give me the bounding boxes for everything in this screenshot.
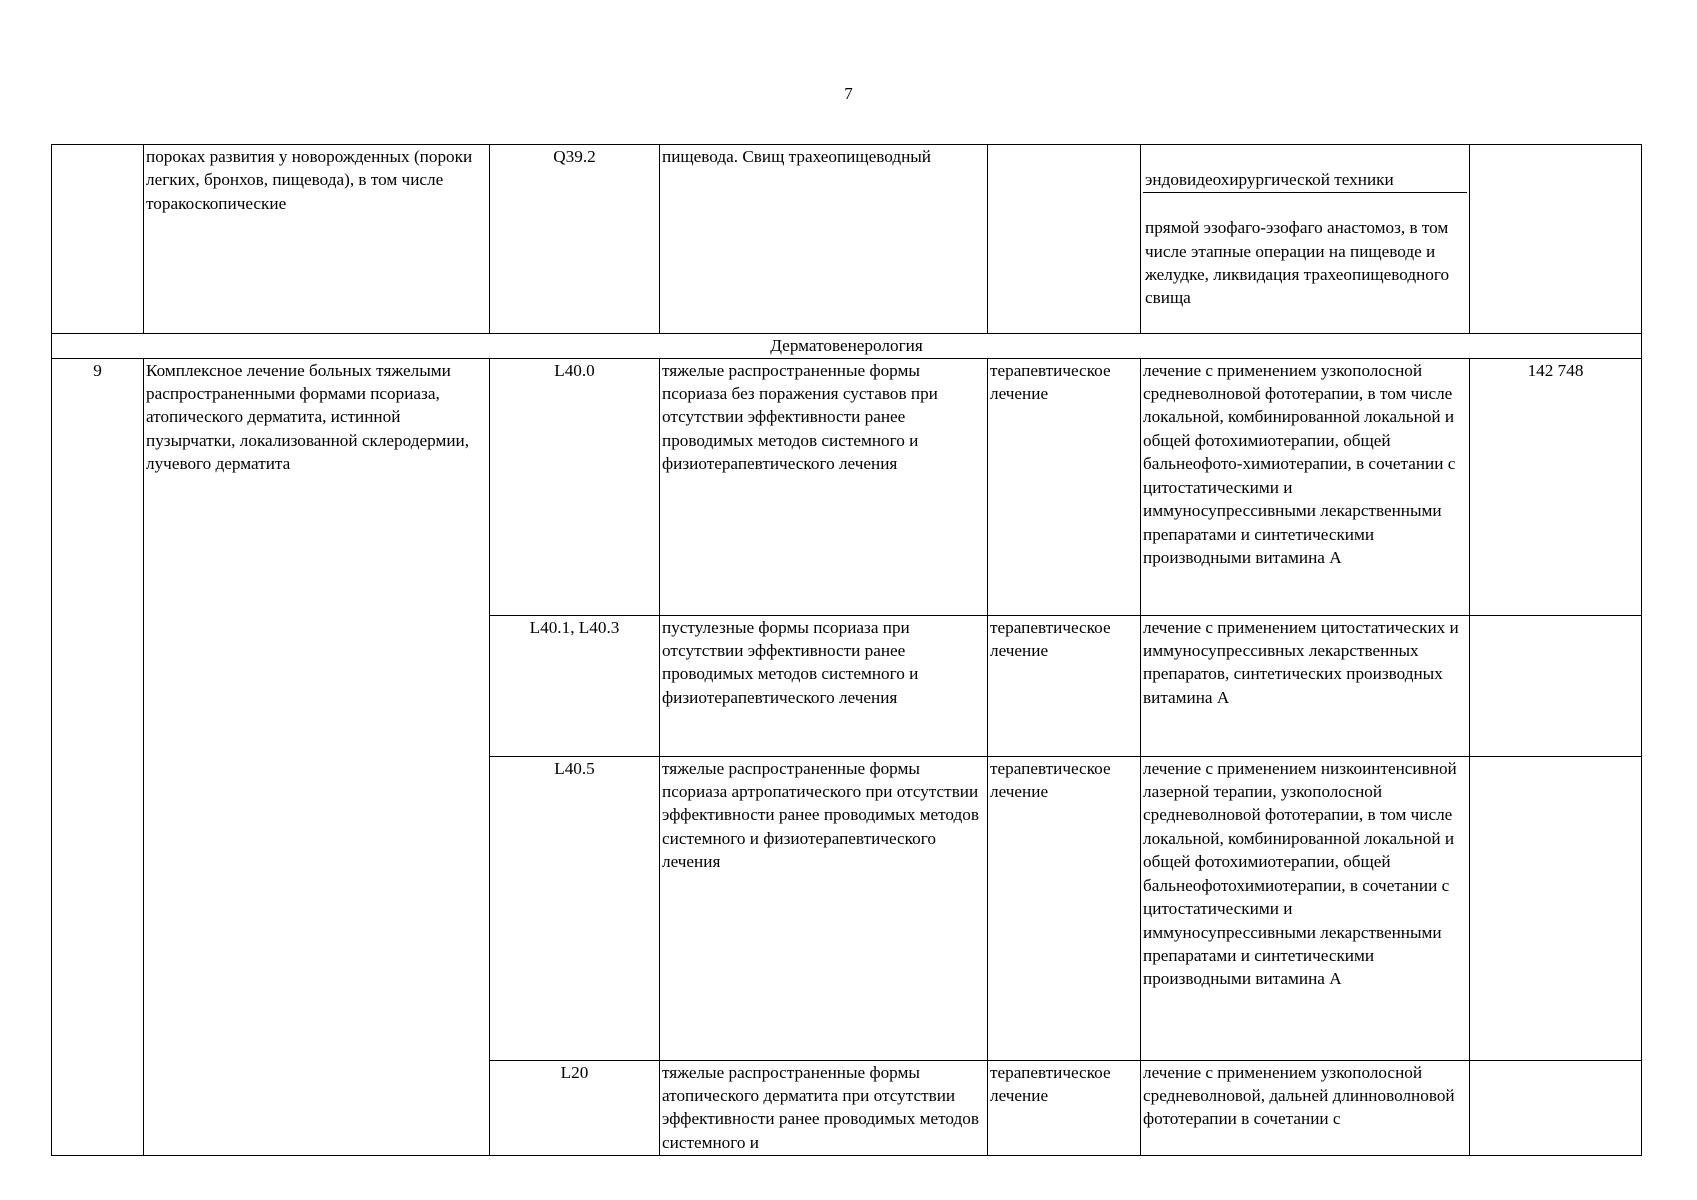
cell-icd-code: L20: [490, 1060, 660, 1155]
continuation-row: [52, 145, 1642, 334]
cell-treatment-type: терапевтическое лечение: [988, 615, 1141, 756]
method-part-bottom: прямой эзофаго-эзофаго анастомоз, в том числе этапные операции на пищеводе и желудке, ликвидация трахеопищеводного свища: [1145, 218, 1450, 308]
cell-patient-model: пищевода. Свищ трахеопищеводный: [660, 145, 988, 334]
cell-treatment-method: [1141, 145, 1470, 334]
table-row: [52, 358, 1642, 615]
cell-icd-code: L40.5: [490, 756, 660, 1060]
cell-icd-code: Q39.2: [490, 145, 660, 334]
cell-cost: 142 748: [1470, 358, 1642, 615]
cell-treatment-type: терапевтическое лечение: [988, 358, 1141, 615]
cell-patient-model: тяжелые распространенные формы атопического дерматита при отсутствии эффективности ранее проводимых методов системного и: [660, 1060, 988, 1155]
cell-number: [52, 145, 144, 334]
cell-cost: [1470, 145, 1642, 334]
cell-group-name: пороках развития у новорожденных (пороки легких, бронхов, пищевода), в том числе торакоскопические: [144, 145, 490, 334]
cell-treatment-type: терапевтическое лечение: [988, 756, 1141, 1060]
cell-treatment-method: лечение с применением узкополосной средневолновой фототерапии, в том числе локальной, комбинированной локальной и общей фотохимиотерапии, общей бальнеофото-химиотерапии, в сочетании с цитостатическими и иммуносупрессивными лекарственными препаратами и синтетическими производными витамина А: [1141, 358, 1470, 615]
cell-treatment-method: лечение с применением узкополосной средневолновой, дальней длинноволновой фототерапии в сочетании с: [1141, 1060, 1470, 1155]
cell-group-name: Комплексное лечение больных тяжелыми распространенными формами псориаза, атопического дерматита, истинной пузырчатки, локализованной склеродермии, лучевого дерматита: [144, 358, 490, 1155]
method-part-top: эндовидеохирургической техники: [1143, 168, 1467, 192]
cell-icd-code: L40.1, L40.3: [490, 615, 660, 756]
treatment-table: [51, 144, 1642, 1156]
cell-cost: [1470, 756, 1642, 1060]
cell-treatment-method: лечение с применением цитостатических и иммуносупрессивных лекарственных препаратов, синтетических производных витамина А: [1141, 615, 1470, 756]
cell-cost: [1470, 615, 1642, 756]
cell-cost: [1470, 1060, 1642, 1155]
section-title: Дерматовенерология: [52, 334, 1642, 358]
cell-patient-model: тяжелые распространенные формы псориаза артропатического при отсутствии эффективности ранее проводимых методов системного и физиотерапевтического лечения: [660, 756, 988, 1060]
cell-patient-model: тяжелые распространенные формы псориаза без поражения суставов при отсутствии эффективности ранее проводимых методов системного и физиотерапевтического лечения: [660, 358, 988, 615]
page-number: 7: [844, 84, 853, 103]
cell-treatment-type: терапевтическое лечение: [988, 1060, 1141, 1155]
cell-number: 9: [52, 358, 144, 1155]
section-row: [52, 334, 1642, 358]
cell-treatment-type: [988, 145, 1141, 334]
cell-patient-model: пустулезные формы псориаза при отсутствии эффективности ранее проводимых методов системного и физиотерапевтического лечения: [660, 615, 988, 756]
cell-icd-code: L40.0: [490, 358, 660, 615]
cell-treatment-method: лечение с применением низкоинтенсивной лазерной терапии, узкополосной средневолновой фототерапии, в том числе локальной, комбинированной локальной и общей фотохимиотерапии, общей бальнеофотохимиотерапии, в сочетании с цитостатическими и иммуносупрессивными лекарственными препаратами и синтетическими производными витамина А: [1141, 756, 1470, 1060]
